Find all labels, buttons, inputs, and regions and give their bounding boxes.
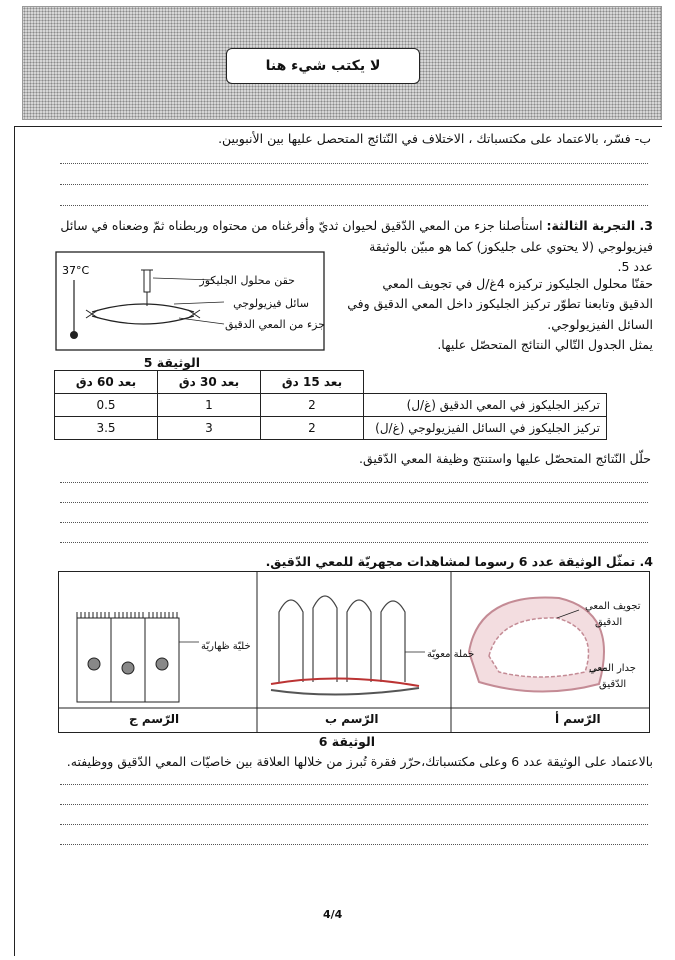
micrograph-drawings: [59, 572, 649, 732]
page-number: 4/4: [323, 908, 343, 921]
results-table: [54, 370, 607, 440]
temperature-label: 37°C: [62, 264, 90, 277]
answer-line[interactable]: [60, 502, 648, 503]
table-cell: 3.5: [55, 417, 158, 440]
experiment3-title: 3. التجربة الثالثة:: [546, 218, 653, 233]
table-cell: 3: [158, 417, 261, 440]
answer-line[interactable]: [60, 163, 648, 164]
answer-line[interactable]: [60, 482, 648, 483]
answer-line[interactable]: [60, 205, 648, 206]
table-row: [55, 417, 607, 440]
experiment3-question: حلّل النّتائج المتحصّل عليها واستنتج وظيفة المعي الدّقيق.: [358, 451, 651, 466]
answer-line[interactable]: [60, 824, 648, 825]
row-label: تركيز الجليكوز في السائل الفيزيولوجي (غ/ل): [364, 417, 607, 440]
answer-line[interactable]: [60, 784, 648, 785]
table-cell: 2: [261, 394, 364, 417]
document5-title: الوثيقة 5: [143, 355, 200, 370]
frame-top-border: [14, 126, 662, 127]
row-label: تركيز الجليكوز في المعي الدقيق (غ/ل): [364, 394, 607, 417]
experiment3-line1: [60, 217, 653, 234]
experiment3-line2: فيزيولوجي (لا يحتوي على جليكوز) كما هو مبيّن بالوثيقة: [369, 239, 653, 254]
label-wall-2: الدّقيق: [599, 679, 627, 690]
table-corner: [364, 371, 607, 394]
frame-left-border: [14, 126, 15, 956]
experiment3-line6: السائل الفيزيولوجي.: [547, 317, 653, 332]
document6-title: الوثيقة 6: [318, 734, 375, 749]
column-header: بعد 15 دق: [261, 371, 364, 394]
document6-figure: [58, 571, 650, 733]
table-cell: 1: [158, 394, 261, 417]
answer-line[interactable]: [60, 844, 648, 845]
answer-line[interactable]: [60, 184, 648, 185]
experiment3-text: استأصلنا جزء من المعي الدّقيق لحيوان ثديّ وأفرغناه من محتواه وربطناه ثمّ وضعناه في سائل: [60, 218, 543, 233]
experiment3-line3: عدد 5.: [617, 259, 653, 274]
label-lumen-1: تجويف المعي: [585, 601, 641, 612]
syringe-icon: [144, 270, 150, 292]
part-b-question: ب- فسّر، بالاعتماد على مكتسباتك ، الاختلاف في النّتائج المتحصل عليها بين الأنبوبين.: [218, 131, 651, 146]
label-intestine-segment: جزء من المعي الدقيق: [225, 318, 325, 331]
part4-intro: 4. تمثّل الوثيقة عدد 6 رسوما لمشاهدات مجهريّة للمعي الدّقيق.: [265, 554, 653, 569]
table-cell: 2: [261, 417, 364, 440]
column-header: بعد 60 دق: [55, 371, 158, 394]
thermometer-bulb: [70, 331, 78, 339]
intestinal-villi-drawing: [271, 596, 425, 695]
experiment3-line4: حقنّا محلول الجليكوز تركيزه 4غ/ل في تجويف المعي: [382, 276, 653, 291]
table-header-row: [55, 371, 607, 394]
label-villus: خملة معويّة: [427, 649, 475, 660]
table-row: [55, 394, 607, 417]
answer-line[interactable]: [60, 522, 648, 523]
panel-label-b: الرّسم ب: [325, 712, 379, 726]
epithelial-cells-drawing: [77, 612, 199, 702]
label-glucose-injection: حقن محلول الجليكوز: [199, 274, 295, 287]
experiment3-line5: الدقيق وتابعنا تطوّر تركيز الجليكوز داخل المعي الدقيق وفي: [347, 296, 653, 311]
part4-question: بالاعتماد على الوثيقة عدد 6 وعلى مكتسباتك،حرّر فقرة تُبرز من خلالها العلاقة بين خاصيّات المعي الدّقيق ووظيفته.: [66, 754, 653, 769]
column-header: بعد 30 دق: [158, 371, 261, 394]
do-not-write-box: لا يكتب شيء هنا: [226, 48, 420, 84]
label-epithelial-cell: خليّة ظهاريّة: [201, 641, 251, 652]
table-cell: 0.5: [55, 394, 158, 417]
panel-label-c: الرّسم ج: [129, 712, 180, 726]
experiment3-line7: يمثل الجدول التّالي النتائج المتحصّل عليها.: [437, 337, 653, 352]
answer-line[interactable]: [60, 542, 648, 543]
label-lumen-2: الدقيق: [595, 617, 623, 628]
label-physiological-fluid: سائل فيزيولوجي: [233, 297, 309, 310]
label-wall-1: جدار المعي: [589, 663, 636, 674]
panel-label-a: الرّسم أ: [555, 712, 601, 726]
answer-line[interactable]: [60, 804, 648, 805]
